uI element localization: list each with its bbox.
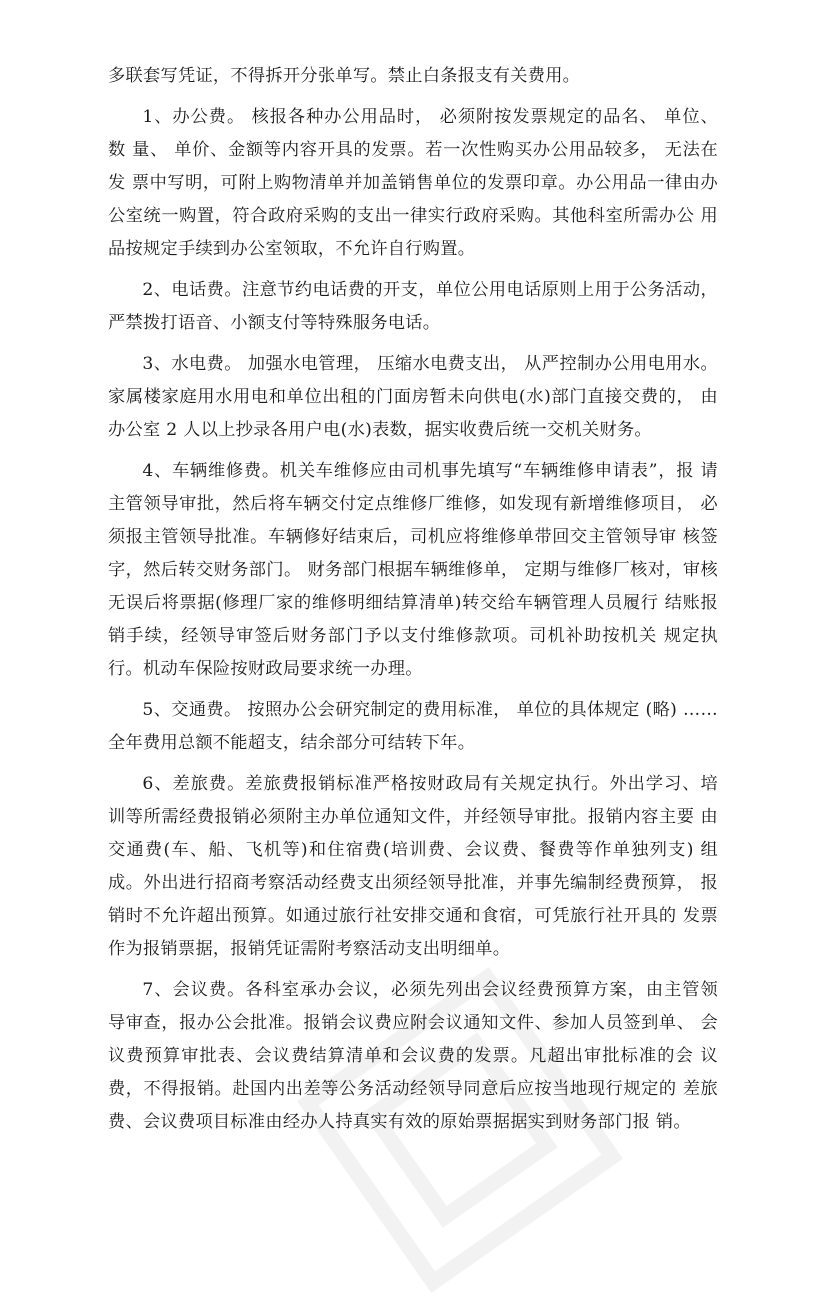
- paragraph-telephone-fees: 2、电话费。注意节约电话费的开支，单位公用电话原则上用于公务活动， 严禁拨打语音、小额支付等特殊服务电话。: [108, 280, 718, 333]
- paragraph-utilities: 3、水电费。 加强水电管理， 压缩水电费支出， 从严控制办公用电用水。 家属楼家庭用水用电和单位出租的门面房暂未向供电(水)部门直接交费的， 由办公室 2 人以上抄录各用户电(水)表数，据实收费后统一交机关财务。: [108, 354, 718, 440]
- paragraph-meetings: 7、会议费。各科室承办会议，必须先列出会议经费预算方案，由主管领 导审查，报办公会批准。报销会议费应附会议通知文件、参加人员签到单、 会议费预算审批表、会议费结算清单和会议费的发票。凡超出审批标准的会 议费，不得报销。赴国内出差等公务活动经领导同意后应按当地现行规定的 差旅费、会议费项目标准由经办人持真实有效的原始票据据实到财务部门报 销。: [108, 980, 718, 1132]
- document-body: [108, 60, 718, 1147]
- paragraph-intro: 多联套写凭证，不得拆开分张单写。禁止白条报支有关费用。: [108, 66, 581, 86]
- paragraph-vehicle-repair: 4、车辆维修费。机关车维修应由司机事先填写“车辆维修申请表”，报 请主管领导审批，然后将车辆交付定点维修厂维修，如发现有新增维修项目， 必须报主管领导批准。车辆修好结束后，司机应将维修单带回交主管领导审 核签字，然后转交财务部门。 财务部门根据车辆维修单， 定期与维修厂核对，审核无误后将票据(修理厂家的维修明细结算清单)转交给车辆管理人员履行 结账报销手续，经领导审签后财务部门予以支付维修款项。司机补助按机关 规定执行。机动车保险按财政局要求统一办理。: [108, 461, 718, 679]
- paragraph-transport: 5、交通费。 按照办公会研究制定的费用标准， 单位的具体规定 (略) …… 全年费用总额不能超支，结余部分可结转下年。: [108, 700, 718, 753]
- paragraph-office-expenses: 1、办公费。 核报各种办公用品时， 必须附按发票规定的品名、 单位、 数 量、 单价、金额等内容开具的发票。若一次性购买办公用品较多， 无法在发 票中写明，可附上购物清单并加盖销售单位的发票印章。办公用品一律由办 公室统一购置，符合政府采购的支出一律实行政府采购。其他科室所需办公 用品按规定手续到办公室领取，不允许自行购置。: [108, 107, 718, 259]
- paragraph-travel: 6、差旅费。差旅费报销标准严格按财政局有关规定执行。外出学习、培 训等所需经费报销必须附主办单位通知文件，并经领导审批。报销内容主要 由交通费(车、船、飞机等)和住宿费(培训费、会议费、餐费等作单独列支) 组成。外出进行招商考察活动经费支出须经领导批准，并事先编制经费预算， 报销时不允许超出预算。如通过旅行社安排交通和食宿，可凭旅行社开具的 发票作为报销票据，报销凭证需附考察活动支出明细单。: [108, 774, 718, 959]
